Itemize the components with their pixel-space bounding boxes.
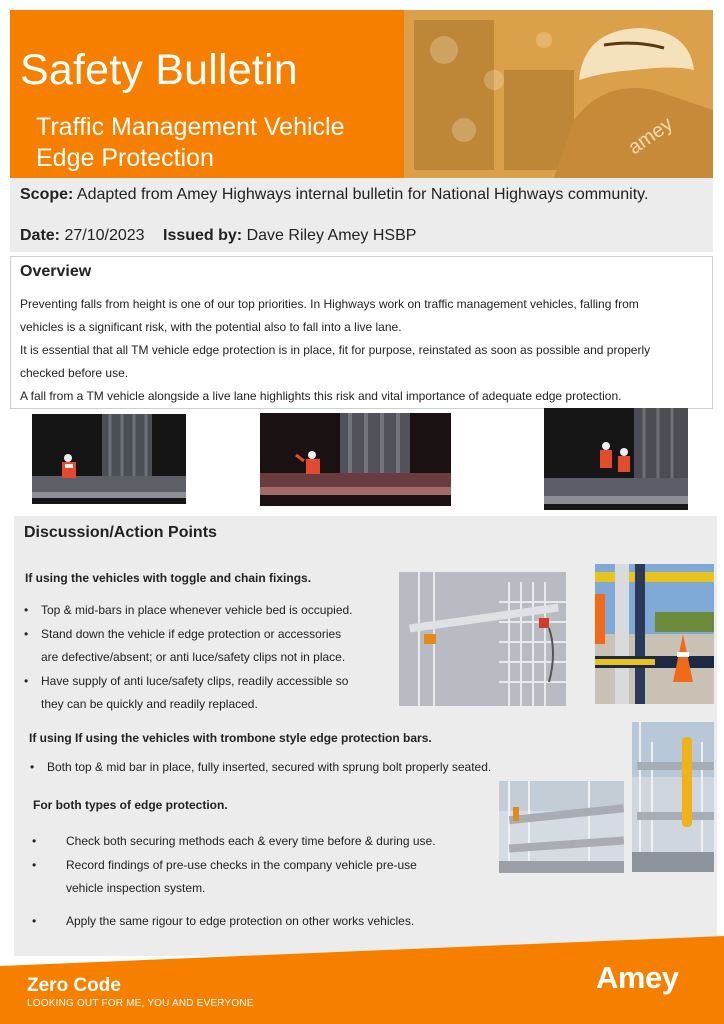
list-item: • Both top & mid bar in place, fully inserted, secured with sprung bolt properly seated. xyxy=(30,760,492,774)
overview-paragraph-1: Preventing falls from height is one of our top priorities. In Highways work on traffic management vehicles, falling from vehicles is a significant risk, with the potential also to fall into a live lane. xyxy=(20,297,639,334)
issued-value: Dave Riley Amey HSBP xyxy=(246,227,417,244)
section3-heading: For both types of edge protection. xyxy=(33,798,228,812)
overview-section xyxy=(10,256,713,409)
list-item: • Top & mid-bars in place whenever vehicle bed is occupied. xyxy=(24,603,353,617)
bulletin-footer xyxy=(0,920,724,1024)
section2-list xyxy=(30,756,550,780)
bulletin-header xyxy=(10,10,713,178)
header-photo-logo: amey xyxy=(624,113,677,160)
toggle-chain-photo-2 xyxy=(595,564,714,704)
zero-code-brand: Zero Code xyxy=(27,975,121,996)
list-item: • Check both securing methods each & every time before & during use. xyxy=(32,834,436,848)
cctv-still-3 xyxy=(544,408,688,510)
footer-tagline: LOOKING OUT FOR ME, YOU AND EVERYONE xyxy=(27,998,254,1009)
scope-label: Scope: xyxy=(20,186,74,203)
date-line xyxy=(20,227,416,245)
bulletin-subtitle: Traffic Management Vehicle Edge Protection xyxy=(36,113,345,172)
toggle-chain-photo xyxy=(399,572,566,706)
issued-label: Issued by: xyxy=(163,227,243,244)
section2-heading: If using If using the vehicles with trombone style edge protection bars. xyxy=(29,731,432,745)
overview-paragraph-2: It is essential that all TM vehicle edge protection is in place, fit for purpose, reinstated as soon as possible and properly checked before use. xyxy=(20,343,651,380)
list-item: • Apply the same rigour to edge protection on other works vehicles. xyxy=(32,913,415,928)
overview-heading: Overview xyxy=(20,263,92,280)
header-worker-photo xyxy=(404,10,713,178)
overview-paragraph-3: A fall from a TM vehicle alongside a live lane highlights this risk and vital importance of adequate edge protection. xyxy=(20,389,622,403)
list-item: • Have supply of anti luce/safety clips, readily accessible so they can be quickly and readily replaced. xyxy=(24,673,349,711)
discussion-section xyxy=(14,516,717,956)
bulletin-meta xyxy=(10,178,713,252)
amey-logo: Amey xyxy=(596,960,679,995)
scope-line xyxy=(20,186,648,204)
date-label: Date: xyxy=(20,227,61,244)
scope-text: Adapted from Amey Highways internal bulletin for National Highways community. xyxy=(76,186,649,203)
date-value: 27/10/2023 xyxy=(64,227,145,244)
section3-list xyxy=(32,830,482,933)
trombone-bars-photo xyxy=(499,781,624,873)
section1-list xyxy=(24,599,399,717)
cctv-still-1 xyxy=(32,414,186,504)
discussion-title: Discussion/Action Points xyxy=(24,524,217,541)
list-item: • Stand down the vehicle if edge protection or accessories are defective/absent; or anti luce/safety clips not in place. xyxy=(24,626,346,664)
bulletin-title: Safety Bulletin xyxy=(20,46,298,94)
trombone-bars-photo-2 xyxy=(632,722,714,872)
section1-heading: If using the vehicles with toggle and chain fixings. xyxy=(25,571,312,585)
list-item: • Record findings of pre-use checks in the company vehicle pre-use vehicle inspection system. xyxy=(32,857,417,895)
cctv-still-2 xyxy=(260,413,451,506)
